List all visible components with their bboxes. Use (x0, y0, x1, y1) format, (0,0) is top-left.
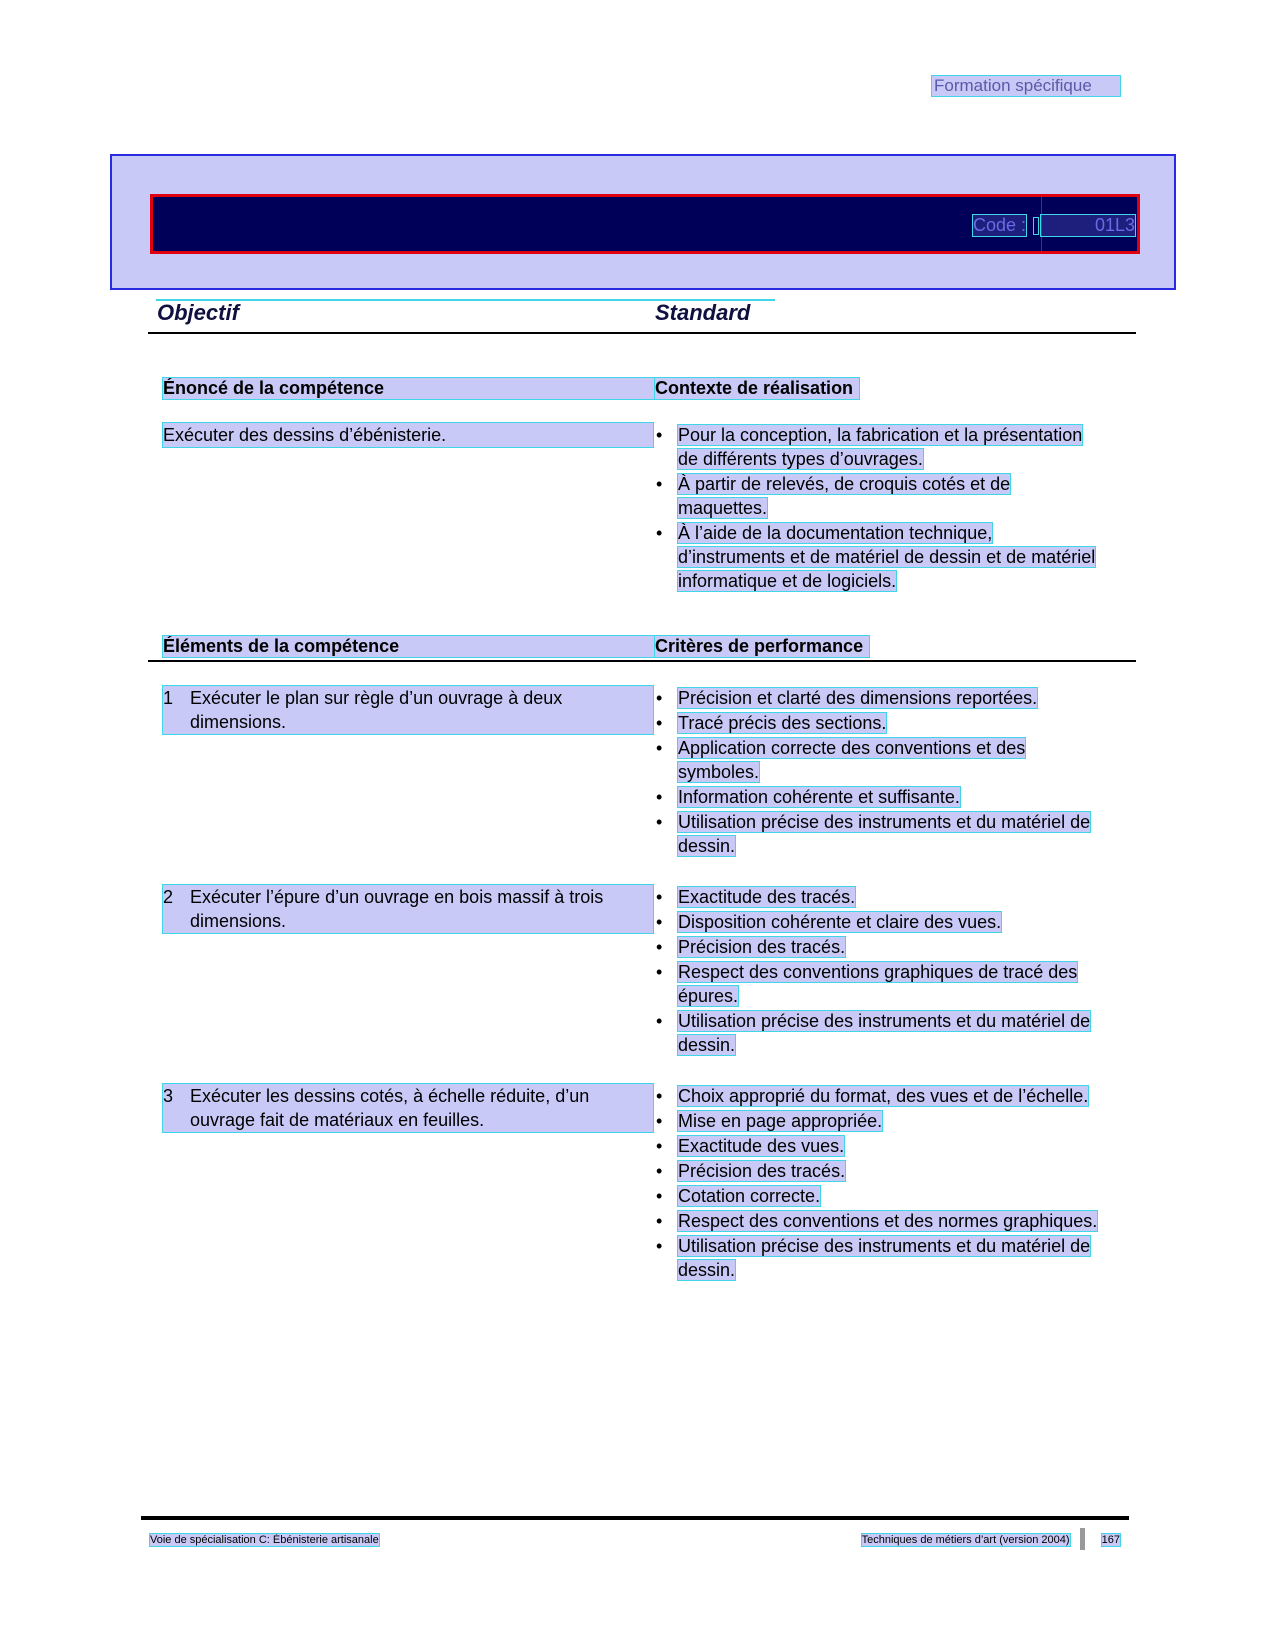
code-value: 01L3 (1041, 215, 1135, 236)
elements-heading: Éléments de la compétence (163, 636, 655, 657)
code-label: Code : (973, 215, 1027, 235)
footer-separator (1080, 1528, 1085, 1550)
critere-item: • Tracé précis des sections. (660, 711, 1100, 735)
element-item-3: 3 Exécuter les dessins cotés, à échelle réduite, d’un ouvrage fait de matériaux en feuilles. (163, 1084, 653, 1132)
criteres-list-3 (660, 1084, 1100, 1283)
page-number: 167 (1101, 1534, 1120, 1546)
critere-item: • Exactitude des tracés. (660, 885, 1100, 909)
critere-item: • Précision des tracés. (660, 1159, 1100, 1183)
critere-item: • Disposition cohérente et claire des vues. (660, 910, 1100, 934)
standard-heading: Standard (655, 300, 751, 325)
critere-item: • Respect des conventions et des normes graphiques. (660, 1209, 1100, 1233)
contexte-item: • Pour la conception, la fabrication et la présentation de différents types d’ouvrages. (660, 423, 1100, 471)
critere-item: • Exactitude des vues. (660, 1134, 1100, 1158)
critere-item: • Utilisation précise des instruments et du matériel de dessin. (660, 810, 1100, 858)
table-rule (148, 660, 1136, 662)
critere-item: • Choix approprié du format, des vues et de l’échelle. (660, 1084, 1100, 1108)
critere-item: • Précision et clarté des dimensions reportées. (660, 686, 1100, 710)
code-separator (1033, 217, 1039, 235)
objectif-heading: Objectif (157, 300, 239, 325)
competency-banner (110, 154, 1176, 290)
critere-item: • Respect des conventions graphiques de tracé des épures. (660, 960, 1100, 1008)
contexte-heading: Contexte de réalisation (655, 378, 859, 399)
critere-item: • Information cohérente et suffisante. (660, 785, 1100, 809)
element-item-2: 2 Exécuter l’épure d’un ouvrage en bois massif à trois dimensions. (163, 885, 653, 933)
footer-right (830, 1534, 1120, 1546)
enonce-text: Exécuter des dessins d’ébénisterie. (163, 423, 653, 447)
contexte-item: • À partir de relevés, de croquis cotés et de maquettes. (660, 472, 1100, 520)
critere-item: • Utilisation précise des instruments et du matériel de dessin. (660, 1009, 1100, 1057)
section-rule (148, 332, 1136, 334)
footer-title: Techniques de métiers d’art (version 2004) (861, 1534, 1070, 1546)
criteres-list-1 (660, 686, 1100, 859)
element-item-1: 1 Exécuter le plan sur règle d’un ouvrage à deux dimensions. (163, 686, 653, 734)
critere-item: • Mise en page appropriée. (660, 1109, 1100, 1133)
running-head: Formation spécifique (932, 76, 1120, 96)
critere-item: • Application correcte des conventions et des symboles. (660, 736, 1100, 784)
critere-item: • Cotation correcte. (660, 1184, 1100, 1208)
contexte-item: • À l’aide de la documentation technique, d’instruments et de matériel de dessin et de matériel informatique et de logiciels. (660, 521, 1100, 593)
criteres-list-2 (660, 885, 1100, 1058)
criteres-heading: Critères de performance (655, 636, 869, 657)
footer-rule (141, 1516, 1129, 1520)
critere-item: • Précision des tracés. (660, 935, 1100, 959)
enonce-heading: Énoncé de la compétence (163, 378, 655, 399)
contexte-list (660, 423, 1100, 594)
banner-title-bar (150, 194, 1140, 254)
critere-item: • Utilisation précise des instruments et du matériel de dessin. (660, 1234, 1100, 1282)
footer-left: Voie de spécialisation C: Ébénisterie artisanale (150, 1534, 379, 1546)
